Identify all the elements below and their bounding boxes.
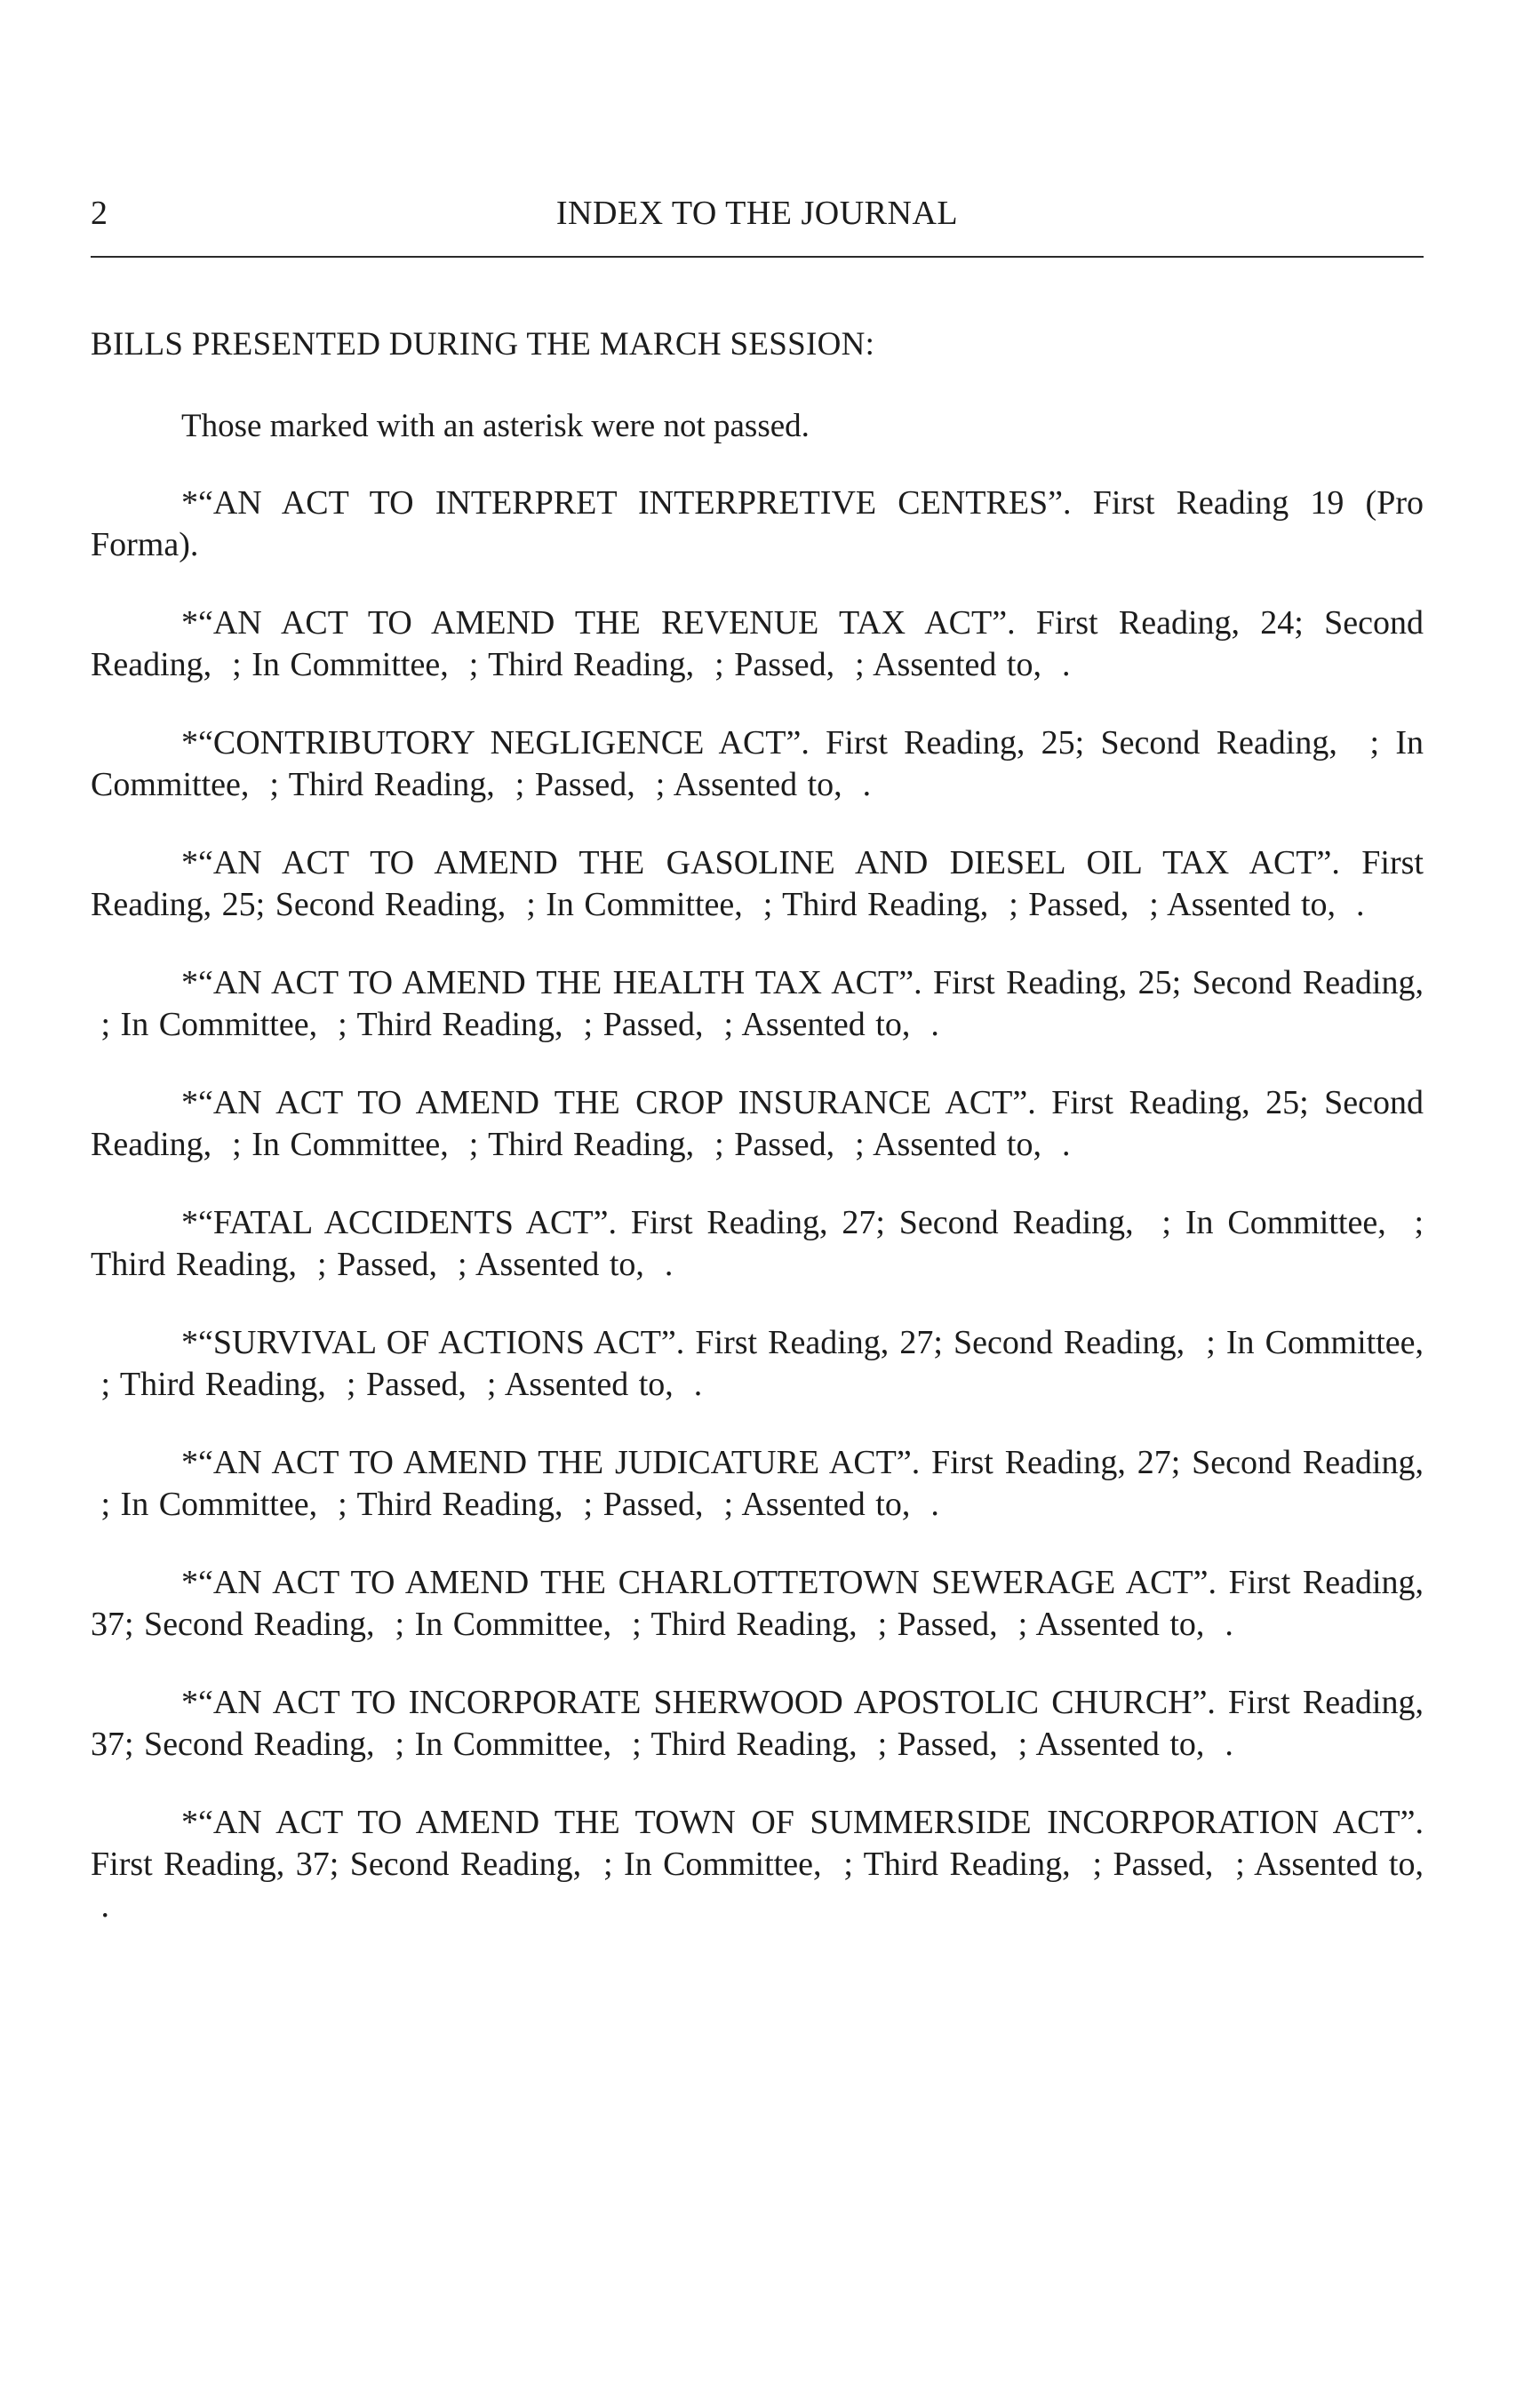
section-heading: BILLS PRESENTED DURING THE MARCH SESSION: xyxy=(91,326,875,363)
page-number: 2 xyxy=(91,195,108,232)
bill-entry: *“AN ACT TO AMEND THE REVENUE TAX ACT”. First Reading, 24; Second Reading, ; In Committee, ; Third Reading, ; Passed, ; Assented to, . xyxy=(91,604,1424,683)
bill-entry: *“CONTRIBUTORY NEGLIGENCE ACT”. First Reading, 25; Second Reading, ; In Committee, ; Third Reading, ; Passed, ; Assented to, . xyxy=(91,724,1424,803)
bill-entry: *“AN ACT TO INTERPRET INTERPRETIVE CENTRES”. First Reading 19 (Pro Forma). xyxy=(91,484,1424,563)
bill-entry: *“AN ACT TO INCORPORATE SHERWOOD APOSTOLIC CHURCH”. First Reading, 37; Second Reading, ; In Committee, ; Third Reading, ; Passed, ; Assented to, . xyxy=(91,1684,1424,1763)
header-rule xyxy=(91,256,1424,258)
bill-list xyxy=(91,482,1424,1964)
page-header xyxy=(91,187,1424,240)
bill-entry: *“AN ACT TO AMEND THE TOWN OF SUMMERSIDE INCORPORATION ACT”. First Reading, 37; Second Reading, ; In Committee, ; Third Reading, ; Passed, ; Assented to, . xyxy=(91,1804,1424,1925)
bill-entry: *“SURVIVAL OF ACTIONS ACT”. First Reading, 27; Second Reading, ; In Committee, ; Third Reading, ; Passed, ; Assented to, . xyxy=(91,1324,1424,1403)
journal-page xyxy=(91,0,1424,2400)
bill-entry: *“AN ACT TO AMEND THE HEALTH TAX ACT”. First Reading, 25; Second Reading, ; In Committee, ; Third Reading, ; Passed, ; Assented to, . xyxy=(91,964,1424,1043)
bill-entry: *“AN ACT TO AMEND THE CROP INSURANCE ACT”. First Reading, 25; Second Reading, ; In Committee, ; Third Reading, ; Passed, ; Assented to, . xyxy=(91,1084,1424,1163)
asterisk-note: Those marked with an asterisk were not passed. xyxy=(181,408,810,444)
running-head: INDEX TO THE JOURNAL xyxy=(555,195,959,232)
bill-entry: *“AN ACT TO AMEND THE JUDICATURE ACT”. First Reading, 27; Second Reading, ; In Committee, ; Third Reading, ; Passed, ; Assented to, . xyxy=(91,1444,1424,1523)
bill-entry: *“AN ACT TO AMEND THE GASOLINE AND DIESEL OIL TAX ACT”. First Reading, 25; Second Reading, ; In Committee, ; Third Reading, ; Passed, ; Assented to, . xyxy=(91,844,1424,923)
bill-entry: *“FATAL ACCIDENTS ACT”. First Reading, 27; Second Reading, ; In Committee, ; Third Reading, ; Passed, ; Assented to, . xyxy=(91,1204,1424,1283)
bill-entry: *“AN ACT TO AMEND THE CHARLOTTETOWN SEWERAGE ACT”. First Reading, 37; Second Reading, ; In Committee, ; Third Reading, ; Passed, ; Assented to, . xyxy=(91,1564,1424,1643)
